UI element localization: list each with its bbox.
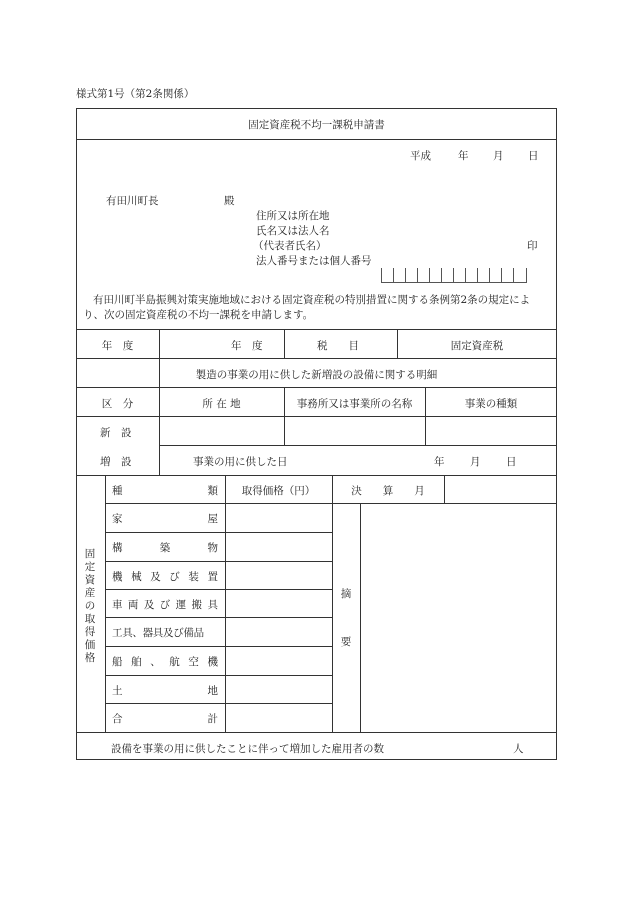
asset-item-house: 家 屋	[112, 513, 218, 525]
divider	[225, 475, 226, 732]
representative-label: （代表者氏名）	[253, 240, 327, 252]
asset-vertical-label: 固定資産の取得価格	[84, 548, 96, 664]
header-type-char: 種	[112, 485, 123, 497]
divider	[105, 503, 557, 504]
number-label: 法人番号または個人番号	[256, 255, 372, 267]
divider	[105, 703, 332, 704]
use-date-label: 事業の用に供した日	[193, 456, 288, 468]
divider	[105, 617, 332, 618]
col-business-type: 事業の種類	[464, 398, 518, 410]
date-day: 日	[528, 150, 539, 162]
seal-mark: 印	[527, 240, 538, 252]
divider	[105, 532, 332, 533]
header-type	[112, 483, 218, 498]
date-year: 年	[458, 150, 469, 162]
year-value-label: 年 度	[231, 340, 263, 352]
divider	[76, 358, 557, 359]
employee-increase-label: 設備を事業の用に供したことに伴って増加した雇用者の数	[111, 743, 384, 755]
asset-item-vehicles: 車 両 及 び 運 搬 具	[112, 599, 218, 611]
addressee-honorific: 殿	[224, 195, 235, 207]
name-label: 氏名又は法人名	[256, 225, 330, 237]
asset-item-structure: 構 築 物	[112, 542, 218, 554]
divider	[105, 646, 332, 647]
section-header: 製造の事業の用に供した新増設の設備に関する明細	[195, 369, 438, 381]
asset-item-ships: 船 舶 、 航 空 機	[112, 656, 218, 668]
asset-item-total: 合 計	[112, 713, 218, 725]
use-date-year: 年	[434, 456, 445, 468]
tax-item-value: 固定資産税	[450, 340, 504, 352]
tax-item-label: 税 目	[317, 340, 359, 352]
new-build-label: 新 設	[100, 427, 132, 439]
remarks-char: 要	[340, 636, 352, 648]
use-date-month: 月	[470, 456, 481, 468]
body-paragraph: 有田川町半島振興対策実施地域における固定資産税の特別措置に関する条例第2条の規定により、次の固定資産税の不均一課税を申請します。	[83, 294, 531, 321]
date-era: 平成	[410, 150, 431, 162]
employee-unit: 人	[513, 743, 524, 755]
divider	[332, 475, 333, 732]
header-type-char: 類	[207, 485, 218, 497]
divider	[105, 589, 332, 590]
divider	[105, 475, 106, 732]
col-category: 区 分	[101, 398, 134, 410]
divider	[159, 445, 557, 446]
divider	[105, 675, 332, 676]
header-settle-month: 決 算 月	[351, 485, 425, 497]
remarks-char: 摘	[340, 588, 352, 600]
col-location: 所 在 地	[202, 398, 241, 410]
divider	[105, 561, 332, 562]
divider	[76, 732, 557, 733]
date-month: 月	[493, 150, 504, 162]
divider	[284, 329, 285, 358]
asset-item-land: 土 地	[112, 685, 218, 697]
asset-item-machinery: 機 械 及 び 装 置	[112, 571, 218, 583]
divider	[76, 139, 557, 140]
divider	[76, 329, 557, 330]
divider	[76, 387, 557, 388]
expansion-label: 増 設	[100, 456, 132, 468]
address-label: 住所又は所在地	[256, 210, 330, 222]
addressee-name: 有田川町長	[106, 195, 159, 207]
form-number: 様式第1号（第2条関係）	[76, 88, 195, 100]
divider	[360, 503, 361, 732]
divider	[444, 475, 445, 503]
divider	[76, 475, 557, 476]
divider	[76, 416, 557, 417]
col-office-name: 事務所又は事業所の名称	[296, 398, 413, 410]
header-price: 取得価格（円）	[241, 485, 316, 497]
form-title: 固定資産税不均一課税申請書	[248, 119, 385, 131]
use-date-day: 日	[506, 456, 517, 468]
asset-item-tools: 工具、器具及び備品	[112, 627, 204, 639]
year-label: 年 度	[101, 340, 134, 352]
